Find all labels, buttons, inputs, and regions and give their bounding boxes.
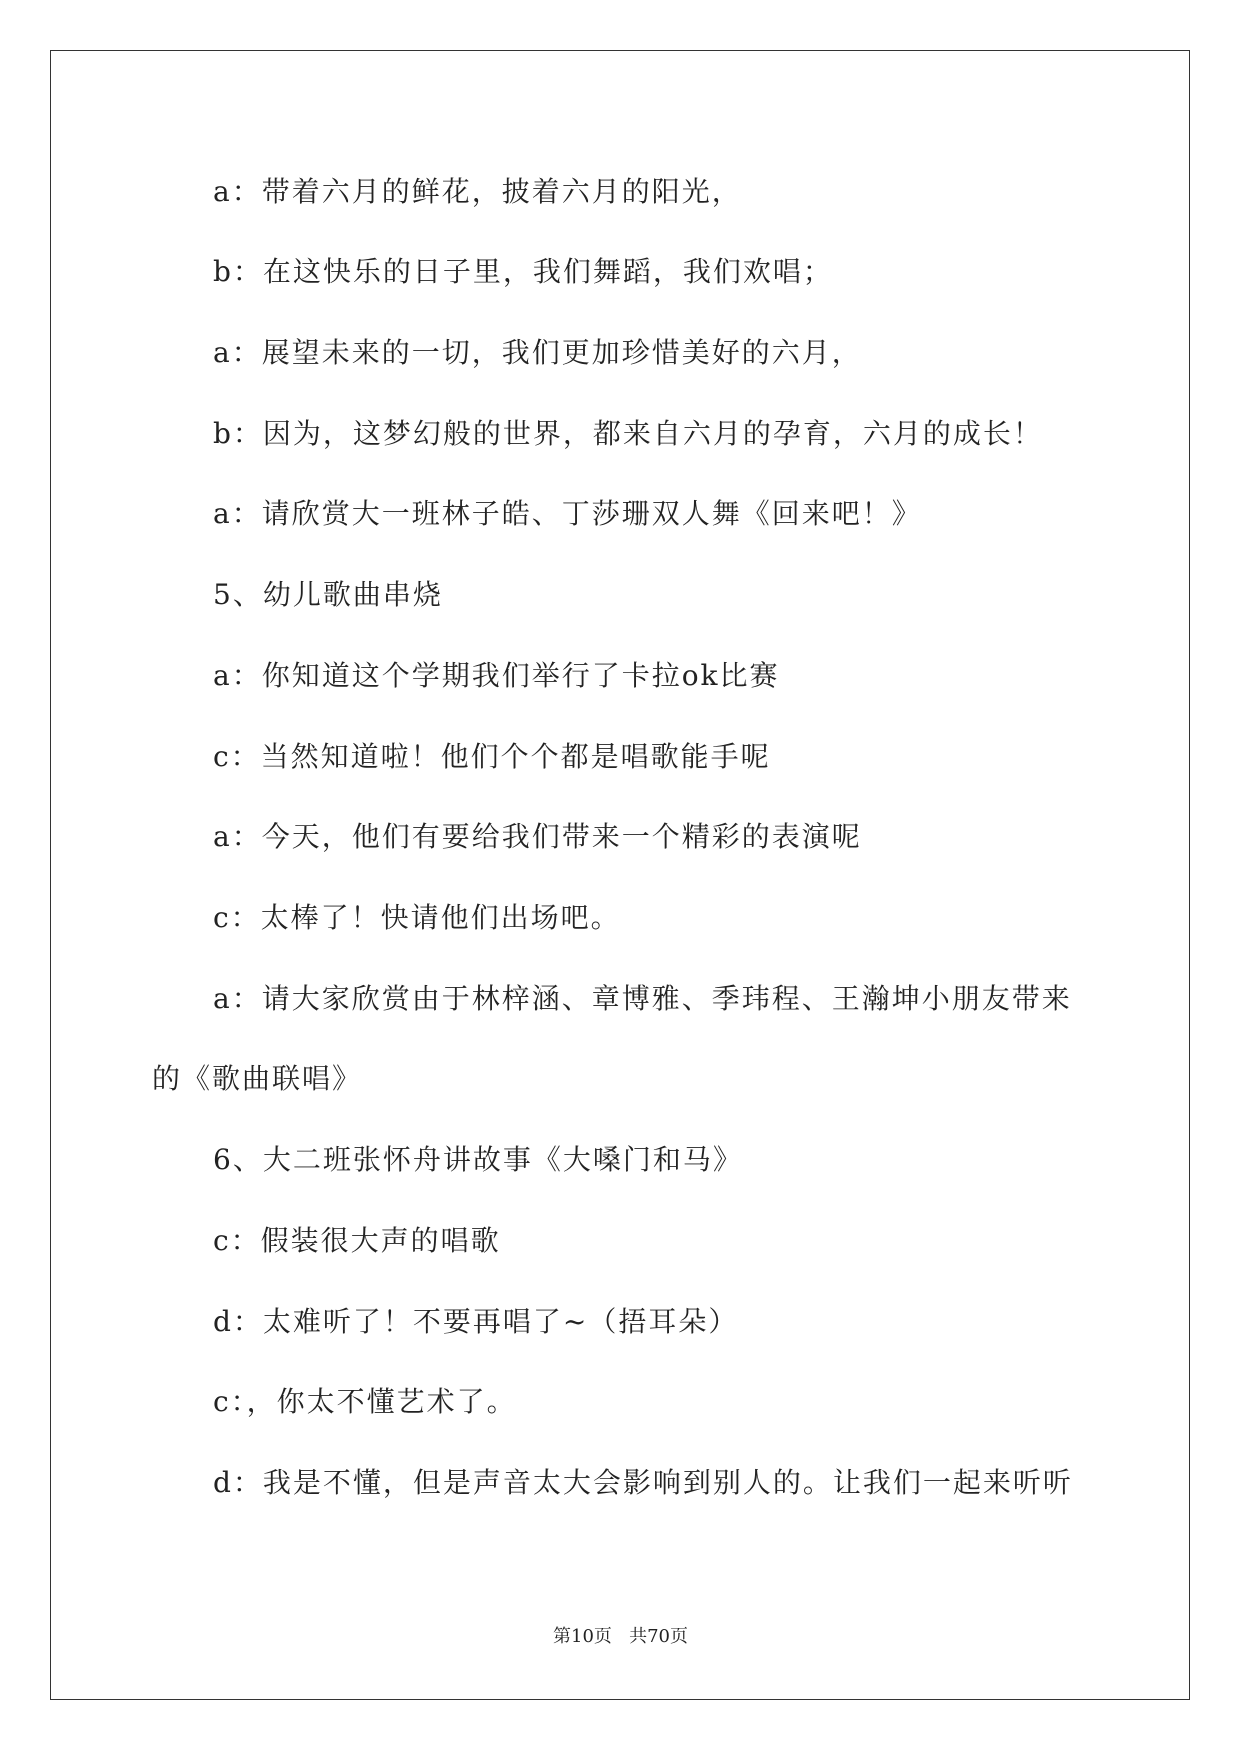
page-number-footer: 第10页 共70页 <box>553 1626 688 1647</box>
text-line: d：我是不懂，但是声音太大会影响到别人的。让我们一起来听听 <box>213 1466 1073 1499</box>
text-line: c：太棒了！快请他们出场吧。 <box>213 901 621 934</box>
text-line: a：请大家欣赏由于林梓涵、章博雅、季玮程、王瀚坤小朋友带来 <box>213 982 1072 1015</box>
section-heading: 5、幼儿歌曲串烧 <box>213 578 443 611</box>
text-line: c：当然知道啦！他们个个都是唱歌能手呢 <box>213 740 771 773</box>
text-line: a：请欣赏大一班林子皓、丁莎珊双人舞《回来吧！》 <box>213 497 922 530</box>
text-line: b：在这快乐的日子里，我们舞蹈，我们欢唱； <box>213 255 833 288</box>
text-line: b：因为，这梦幻般的世界，都来自六月的孕育，六月的成长！ <box>213 417 1043 450</box>
text-line: d：太难听了！不要再唱了~（捂耳朵） <box>213 1305 739 1338</box>
text-line: a：你知道这个学期我们举行了卡拉ok比赛 <box>213 659 780 692</box>
text-line: c：假装很大声的唱歌 <box>213 1224 501 1257</box>
text-line: a：带着六月的鲜花，披着六月的阳光， <box>213 175 742 208</box>
page-border <box>50 50 1190 1700</box>
text-line: a：今天，他们有要给我们带来一个精彩的表演呢 <box>213 820 862 853</box>
section-heading: 6、大二班张怀舟讲故事《大嗓门和马》 <box>213 1143 743 1176</box>
text-line: c：，你太不懂艺术了。 <box>213 1385 517 1418</box>
text-line-continued: 的《歌曲联唱》 <box>152 1062 363 1095</box>
text-line: a：展望未来的一切，我们更加珍惜美好的六月， <box>213 336 862 369</box>
